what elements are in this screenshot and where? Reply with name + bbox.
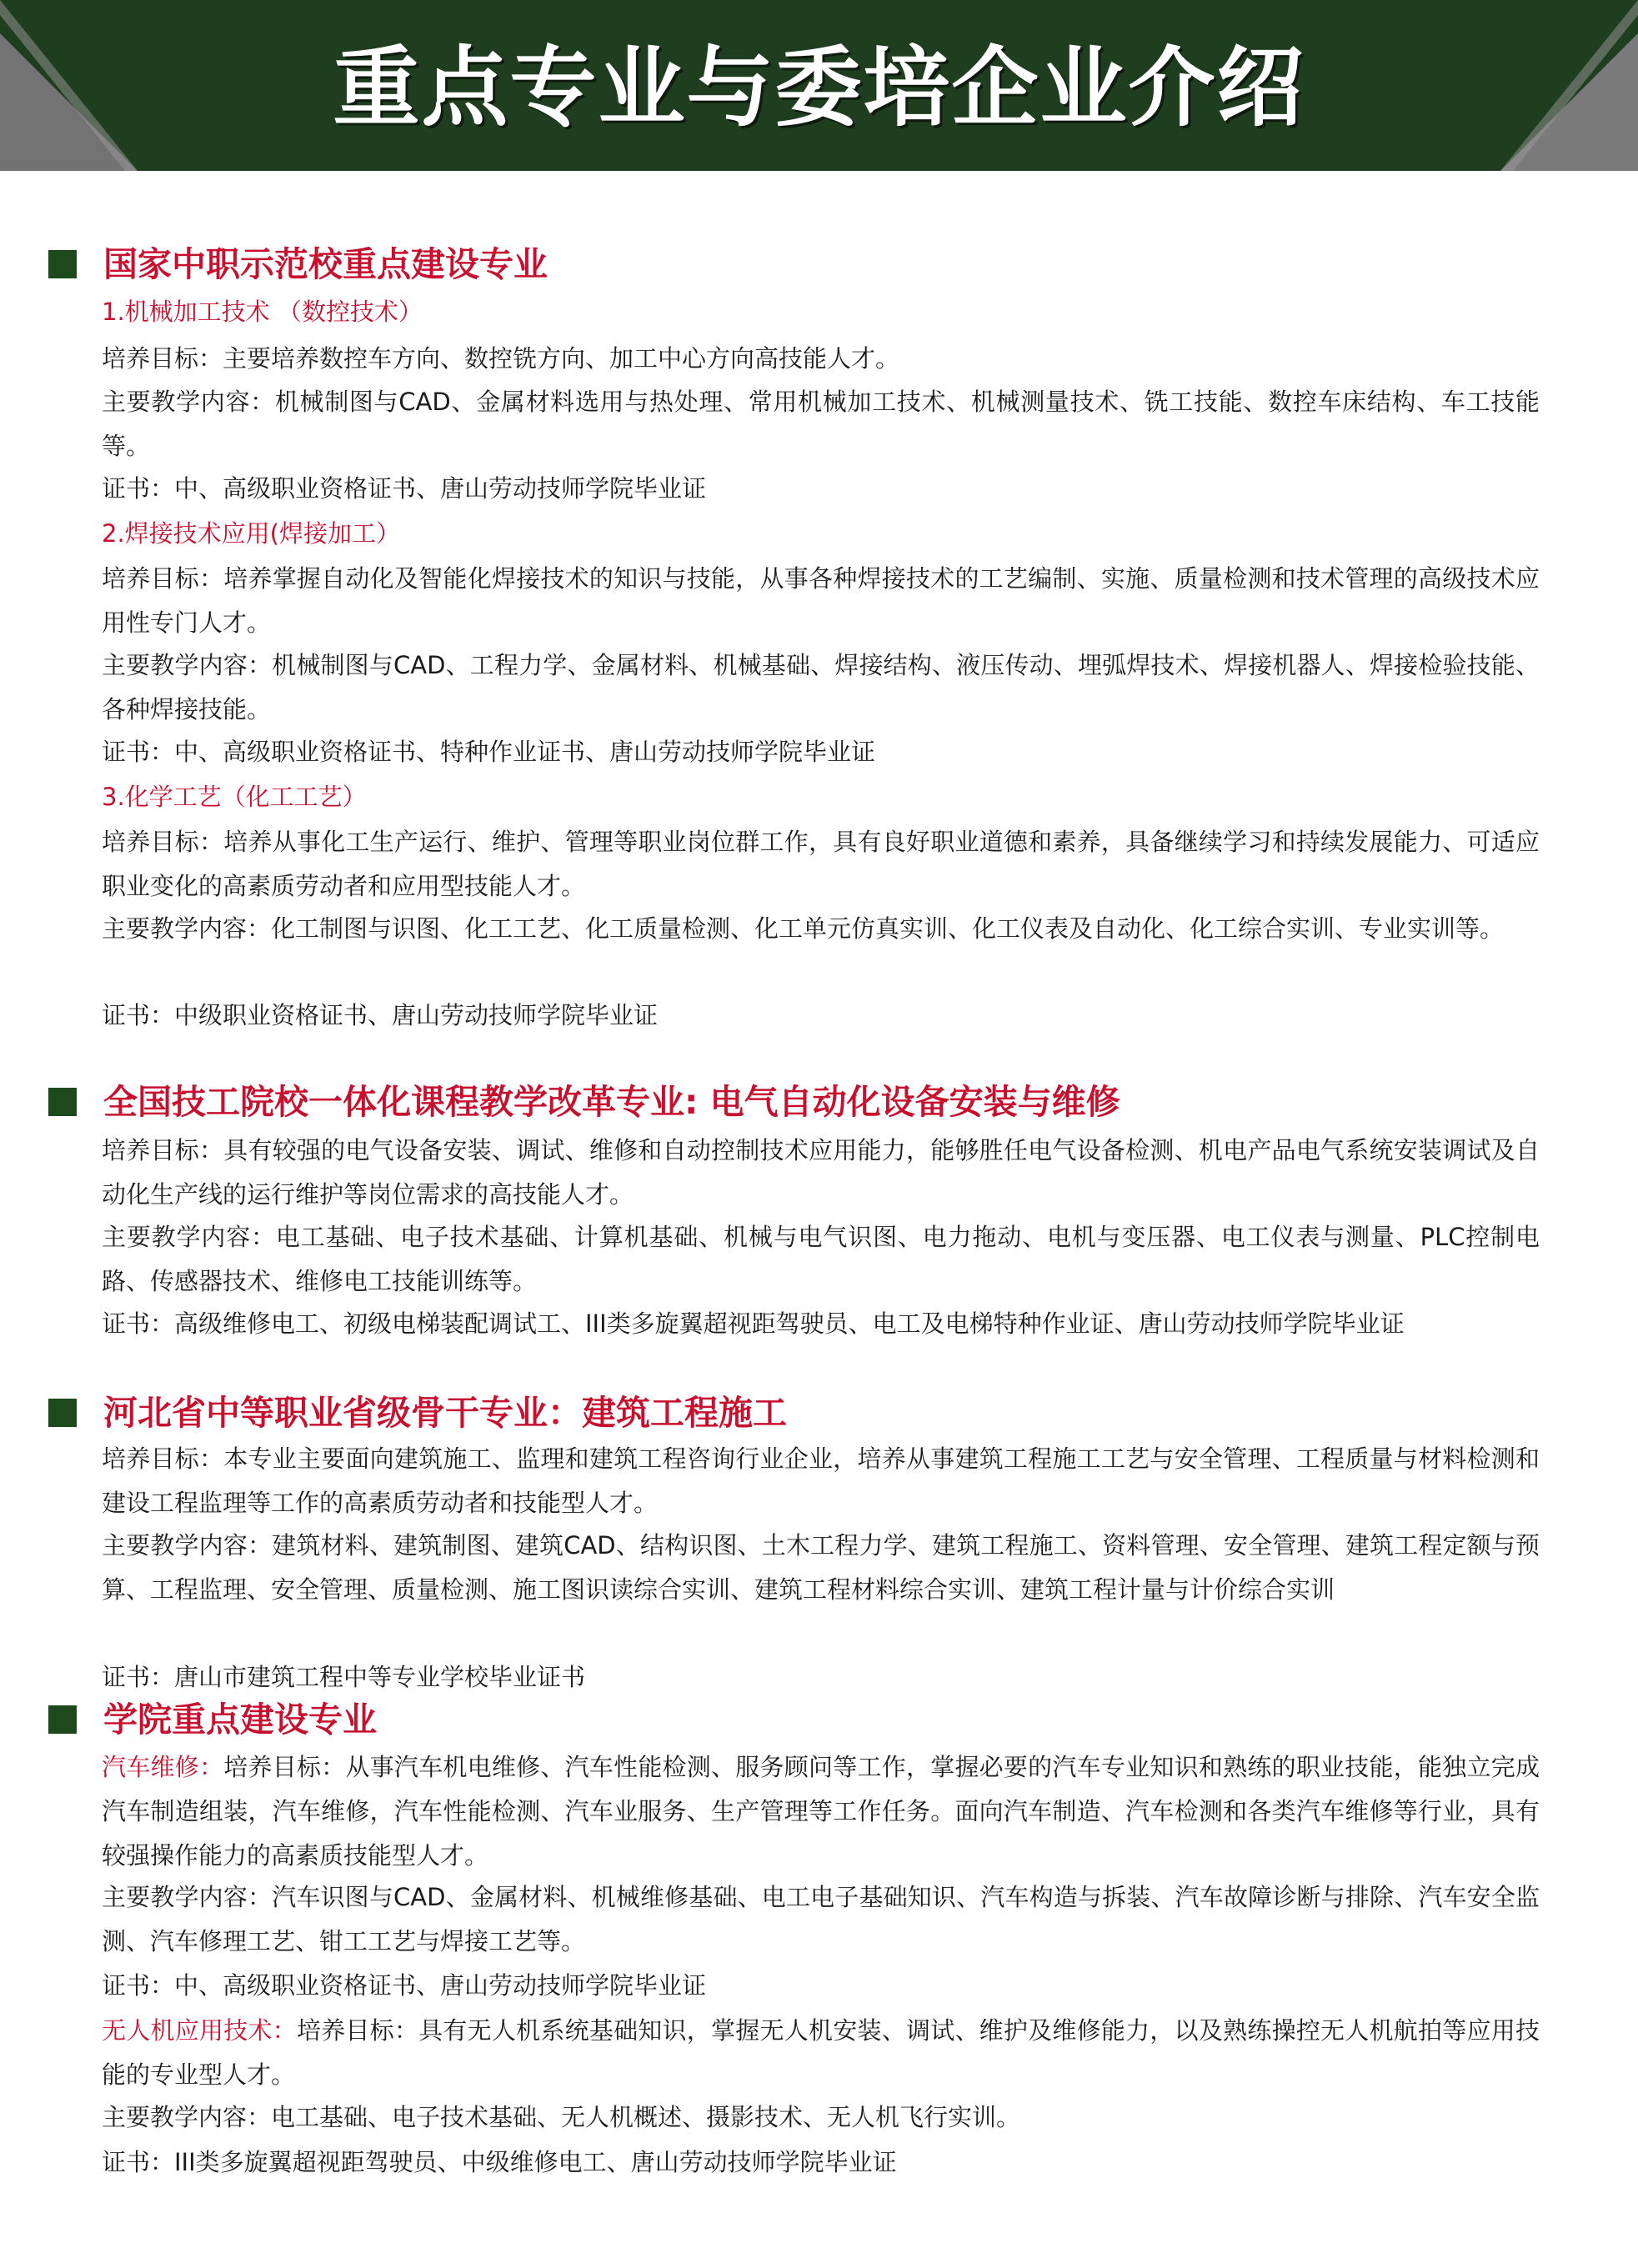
training-goal: 培养目标：本专业主要面向建筑施工、监理和建筑工程咨询行业企业，培养从事建筑工程施工工艺与安全管理、工程质量与材料检测和建设工程监理等工作的高素质劳动者和技能型人才。 bbox=[102, 1444, 1540, 1517]
major-label: 汽车维修： bbox=[102, 1753, 224, 1781]
training-goal-text: 培养目标：从事汽车机电维修、汽车性能检测、服务顾问等工作，掌握必要的汽车专业知识和熟练的职业技能，能独立完成汽车制造组装，汽车维修，汽车性能检测、汽车业服务、生产管理等工作任务。面向汽车制造、汽车检测和各类汽车维修等行业，具有较强操作能力的高素质技能型人才。 bbox=[102, 1753, 1540, 1870]
teaching-content: 主要教学内容：电工基础、电子技术基础、计算机基础、机械与电气识图、电力拖动、电机与变压器、电工仪表与测量、PLC控制电路、传感器技术、维修电工技能训练等。 bbox=[102, 1223, 1540, 1295]
training-goal bbox=[102, 2009, 1540, 2097]
teaching-content: 主要教学内容：电工基础、电子技术基础、无人机概述、摄影技术、无人机飞行实训。 bbox=[102, 2103, 1021, 2131]
section-title: 河北省中等职业省级骨干专业：建筑工程施工 bbox=[103, 1393, 787, 1433]
certificate: 证书：唐山市建筑工程中等专业学校毕业证书 bbox=[102, 1663, 586, 1691]
section-bullet-icon bbox=[48, 250, 77, 278]
section-bullet-icon bbox=[48, 1399, 77, 1427]
major-title: 2.焊接技术应用(焊接加工） bbox=[102, 519, 400, 548]
section-title: 全国技工院校一体化课程教学改革专业: 电气自动化设备安装与维修 bbox=[103, 1082, 1120, 1122]
teaching-content: 主要教学内容：建筑材料、建筑制图、建筑CAD、结构识图、土木工程力学、建筑工程施工、资料管理、安全管理、建筑工程定额与预算、工程监理、安全管理、质量检测、施工图识读综合实训、建筑工程材料综合实训、建筑工程计量与计价综合实训 bbox=[102, 1531, 1540, 1604]
training-goal: 培养目标：主要培养数控车方向、数控铣方向、加工中心方向高技能人才。 bbox=[102, 344, 900, 373]
major-title: 1.机械加工技术 （数控技术） bbox=[102, 298, 423, 326]
teaching-content: 主要教学内容：机械制图与CAD、工程力学、金属材料、机械基础、焊接结构、液压传动、埋弧焊技术、焊接机器人、焊接检验技能、各种焊接技能。 bbox=[102, 651, 1540, 723]
certificate: 证书：III类多旋翼超视距驾驶员、中级维修电工、唐山劳动技师学院毕业证 bbox=[102, 2148, 897, 2176]
certificate: 证书：中、高级职业资格证书、唐山劳动技师学院毕业证 bbox=[102, 474, 707, 503]
certificate: 证书：中级职业资格证书、唐山劳动技师学院毕业证 bbox=[102, 1001, 659, 1029]
certificate: 证书：中、高级职业资格证书、唐山劳动技师学院毕业证 bbox=[102, 1971, 707, 2000]
page-title: 重点专业与委培企业介绍 bbox=[333, 37, 1305, 138]
certificate: 证书：高级维修电工、初级电梯装配调试工、III类多旋翼超视距驾驶员、电工及电梯特种作业证、唐山劳动技师学院毕业证 bbox=[102, 1309, 1405, 1338]
certificate: 证书：中、高级职业资格证书、特种作业证书、唐山劳动技师学院毕业证 bbox=[102, 738, 876, 766]
training-goal: 培养目标：培养掌握自动化及智能化焊接技术的知识与技能，从事各种焊接技术的工艺编制、实施、质量检测和技术管理的高级技术应用性专门人才。 bbox=[102, 564, 1540, 637]
section-bullet-icon bbox=[48, 1088, 77, 1116]
teaching-content: 主要教学内容：化工制图与识图、化工工艺、化工质量检测、化工单元仿真实训、化工仪表及自动化、化工综合实训、专业实训等。 bbox=[102, 914, 1505, 943]
section-title: 学院重点建设专业 bbox=[103, 1700, 377, 1740]
training-goal bbox=[102, 1745, 1540, 1878]
section-bullet-icon bbox=[48, 1705, 77, 1734]
major-label: 无人机应用技术： bbox=[102, 2016, 297, 2045]
training-goal: 培养目标：培养从事化工生产运行、维护、管理等职业岗位群工作，具有良好职业道德和素养，具备继续学习和持续发展能力、可适应职业变化的高素质劳动者和应用型技能人才。 bbox=[102, 828, 1540, 900]
section-title: 国家中职示范校重点建设专业 bbox=[103, 244, 548, 284]
teaching-content: 主要教学内容：机械制图与CAD、金属材料选用与热处理、常用机械加工技术、机械测量技术、铣工技能、数控车床结构、车工技能等。 bbox=[102, 388, 1540, 460]
major-title: 3.化学工艺（化工工艺） bbox=[102, 783, 367, 811]
training-goal: 培养目标：具有较强的电气设备安装、调试、维修和自动控制技术应用能力，能够胜任电气设备检测、机电产品电气系统安装调试及自动化生产线的运行维护等岗位需求的高技能人才。 bbox=[102, 1136, 1540, 1209]
training-goal-text: 培养目标：具有无人机系统基础知识，掌握无人机安装、调试、维护及维修能力，以及熟练操控无人机航拍等应用技能的专业型人才。 bbox=[102, 2016, 1540, 2089]
teaching-content: 主要教学内容：汽车识图与CAD、金属材料、机械维修基础、电工电子基础知识、汽车构造与拆装、汽车故障诊断与排除、汽车安全监测、汽车修理工艺、钳工工艺与焊接工艺等。 bbox=[102, 1883, 1540, 1955]
